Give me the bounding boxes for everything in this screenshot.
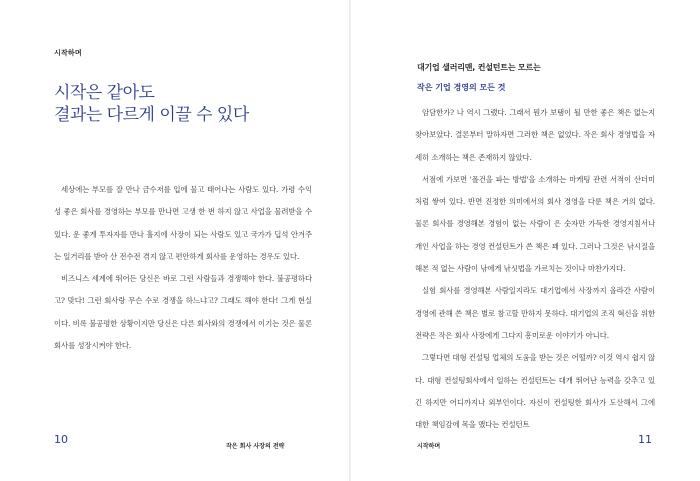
chapter-title-line-1: 시작은 같아도 bbox=[54, 83, 155, 103]
paragraph: 그렇다면 대형 컨설팅 업체의 도움을 받는 것은 어떨까? 이것 역시 쉽지 않다. 대형 컨설팅회사에서 일하는 컨설턴트는 대개 뛰어난 능력을 갖추고 있긴 하지만 어디까지나 외부인이다. 자신이 컨설팅한 회사가 도산해서 그에 대한 책임감에 목을 맸다는 컨설턴트 bbox=[415, 353, 655, 430]
section-subheading: 작은 기업 경영의 모든 것 bbox=[417, 83, 506, 92]
paragraph: 비즈니스 세계에 뛰어든 당신은 바로 그런 사람들과 경쟁해야 한다. 불공평하다고? 맞다! 그런 회사랑 무슨 수로 경쟁을 하느냐고? 그래도 해야 한다! 그게 현실이다. 비록 불공평한 상황이지만 당신은 다른 회사와의 경쟁에서 이기는 것은 물론 회사를 성장시켜야 한다. bbox=[54, 274, 312, 351]
left-body-text bbox=[54, 179, 312, 357]
left-page bbox=[0, 0, 349, 481]
chapter-title bbox=[54, 82, 249, 126]
page-number: 11 bbox=[638, 433, 652, 446]
footer-book-title: 작은 회사 사장의 전략 bbox=[226, 443, 285, 450]
right-page bbox=[351, 0, 700, 481]
chapter-title-line-2: 결과는 다르게 이끌 수 있다 bbox=[54, 105, 249, 125]
paragraph: 서점에 가보면 '폴건을 파는 방법'을 소개하는 마케팅 관련 서적이 산더미처럼 쌓여 있다. 반면 진정한 의미에서의 회사 경영을 다룬 책은 거의 없다. 물론 회사를 경영해본 경험이 없는 사람이 은 숫자만 가득한 경영지침서나 개인 사업을 하는 경영 컨설턴트가 쓴 책은 꽤 있다. 그러나 그것은 낚시질을 해본 적 없는 사람이 낚에게 낚싯법을 가르치는 것이나 마찬가지다. bbox=[415, 174, 655, 274]
paragraph: 암담한가? 나 역시 그랬다. 그래서 뭔가 보탬이 될 만한 좋은 책은 없는지 찾아보았다. 결론부터 말하자면 그러한 책은 없었다. 작은 회사 경영법을 자세히 소개하는 책은 존재하지 않았다. bbox=[415, 108, 655, 162]
section-heading: 대기업 샐러리맨, 컨설턴트는 모르는 bbox=[417, 63, 541, 72]
paragraph: 실험 회사를 경영해본 사람일지라도 대기업에서 사장까지 올라간 사람이 경영에 관해 쓴 책은 별로 참고할 만하지 못하다. 대기업의 조직 혁신을 위한 전략은 작은 회사 사장에게 그다지 흥미로운 이야기가 아니다. bbox=[415, 286, 655, 340]
paragraph: 세상에는 부모를 잘 만나 금수저를 입에 물고 태어나는 사람도 있다. 가령 수익성 좋은 회사를 경영하는 부모를 만나면 고생 한 번 하지 않고 사업을 물려받을 수 있다. 운 좋게 투자자를 만나 훌지에 사장이 되는 사람도 있고 국가가 딥석 안겨주는 일거리를 받아 산 전수전 겪지 않고 편안하게 회사를 운영하는 경우도 있다. bbox=[54, 185, 312, 261]
running-foot: 시작하며 bbox=[417, 443, 441, 450]
running-head: 시작하며 bbox=[54, 49, 82, 57]
right-body-text bbox=[415, 102, 655, 436]
page-number: 10 bbox=[54, 433, 68, 446]
